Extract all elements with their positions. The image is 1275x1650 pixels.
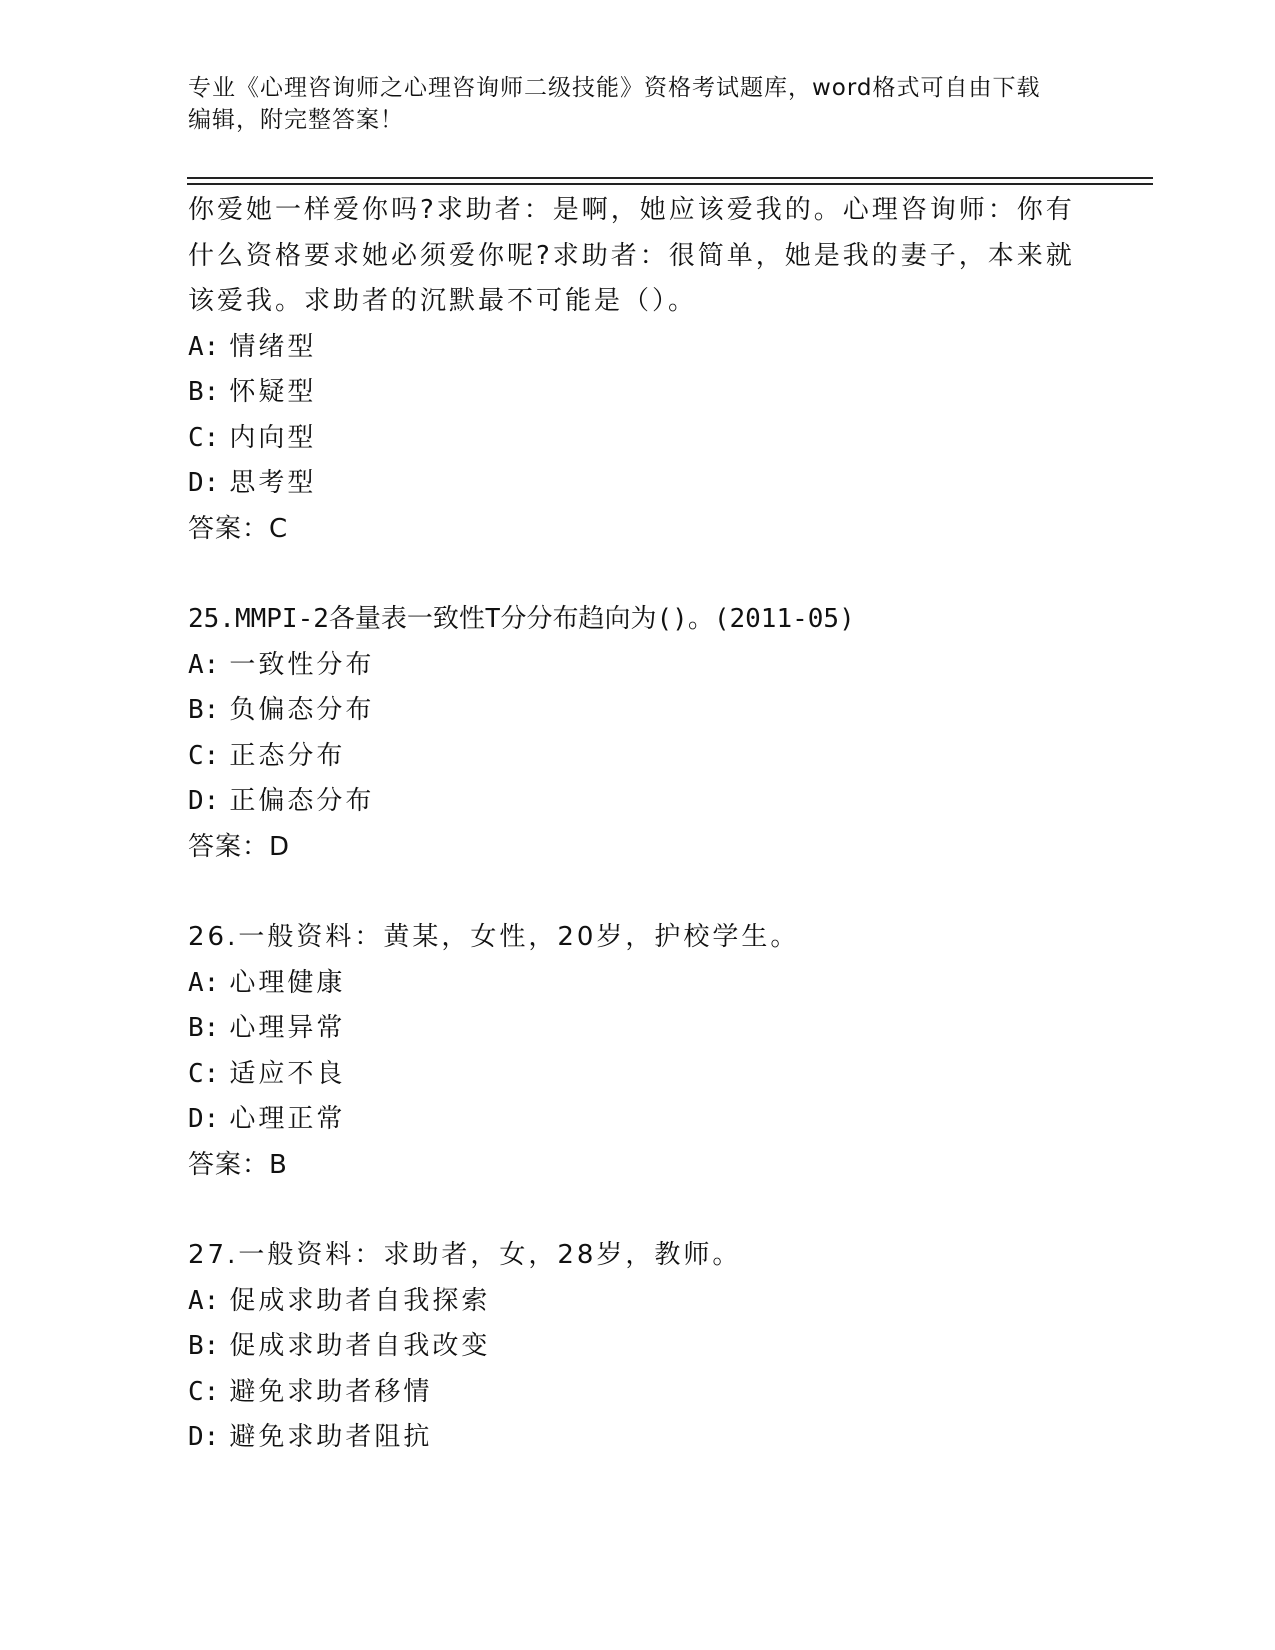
question-stem: 25.MMPI-2各量表一致性T分分布趋向为()。(2011-05) [188, 604, 855, 634]
option-letter: B: [188, 1013, 220, 1043]
option-text: 一致性分布 [229, 649, 375, 680]
option-a [188, 325, 1088, 371]
option-letter: A: [188, 1285, 220, 1316]
header-rule-bottom [187, 183, 1153, 185]
option-letter: B: [188, 1331, 220, 1361]
question-stem: 27.一般资料：求助者，女，28岁，教师。 [188, 1240, 742, 1270]
question-list [188, 188, 1088, 1461]
option-a [188, 643, 1088, 689]
option-b [188, 1324, 1088, 1370]
header-rule-top [187, 177, 1153, 179]
option-letter: C: [188, 1058, 220, 1089]
question-24 [188, 188, 1088, 552]
option-c [188, 734, 1088, 780]
option-text: 促成求助者自我探索 [229, 1285, 491, 1316]
option-c [188, 1370, 1088, 1416]
option-text: 负偏态分布 [229, 695, 375, 725]
option-d [188, 779, 1088, 825]
option-text: 正态分布 [229, 740, 346, 771]
question-stem-line: 什么资格要求她必须爱你呢?求助者：很简单，她是我的妻子，本来就 [188, 240, 1075, 271]
question-25 [188, 597, 1088, 870]
option-letter: A: [188, 331, 220, 362]
option-b [188, 688, 1088, 734]
spacer [188, 1188, 1088, 1233]
option-a [188, 1279, 1088, 1325]
spacer [188, 552, 1088, 597]
document-header [188, 72, 1088, 136]
option-text: 怀疑型 [229, 377, 317, 407]
question-stem: 26.一般资料：黄某，女性，20岁，护校学生。 [188, 922, 800, 952]
option-letter: B: [188, 377, 220, 407]
option-letter: C: [188, 422, 220, 453]
option-text: 正偏态分布 [229, 786, 375, 816]
option-text: 避免求助者移情 [229, 1376, 433, 1407]
option-d [188, 461, 1088, 507]
option-letter: A: [188, 649, 220, 680]
option-text: 心理健康 [229, 967, 346, 998]
header-line-2: 编辑，附完整答案！ [188, 107, 404, 133]
option-text: 适应不良 [229, 1058, 346, 1089]
option-d [188, 1415, 1088, 1461]
answer: 答案：C [188, 513, 289, 544]
option-letter: D: [188, 1104, 220, 1134]
option-c [188, 1052, 1088, 1098]
option-text: 情绪型 [229, 331, 317, 362]
option-letter: C: [188, 1376, 220, 1407]
question-stem-line: 该爱我。求助者的沉默最不可能是（）。 [188, 286, 698, 316]
option-letter: C: [188, 740, 220, 771]
option-text: 思考型 [229, 468, 317, 498]
option-text: 促成求助者自我改变 [229, 1331, 491, 1361]
option-letter: D: [188, 1422, 220, 1452]
header-line-1: 专业《心理咨询师之心理咨询师二级技能》资格考试题库，word格式可自由下载 [188, 75, 1041, 101]
option-c [188, 416, 1088, 462]
option-letter: D: [188, 468, 220, 498]
spacer [188, 870, 1088, 915]
option-text: 心理正常 [229, 1104, 346, 1134]
question-27 [188, 1233, 1088, 1461]
option-letter: B: [188, 695, 220, 725]
question-26 [188, 915, 1088, 1188]
question-stem-line: 你爱她一样爱你吗?求助者：是啊，她应该爱我的。心理咨询师：你有 [188, 195, 1075, 225]
option-letter: A: [188, 967, 220, 998]
option-d [188, 1097, 1088, 1143]
option-b [188, 370, 1088, 416]
option-text: 避免求助者阻抗 [229, 1422, 433, 1452]
option-letter: D: [188, 786, 220, 816]
answer: 答案：D [188, 831, 291, 862]
answer: 答案：B [188, 1149, 288, 1180]
option-a [188, 961, 1088, 1007]
option-text: 心理异常 [229, 1013, 346, 1043]
option-b [188, 1006, 1088, 1052]
option-text: 内向型 [229, 422, 317, 453]
